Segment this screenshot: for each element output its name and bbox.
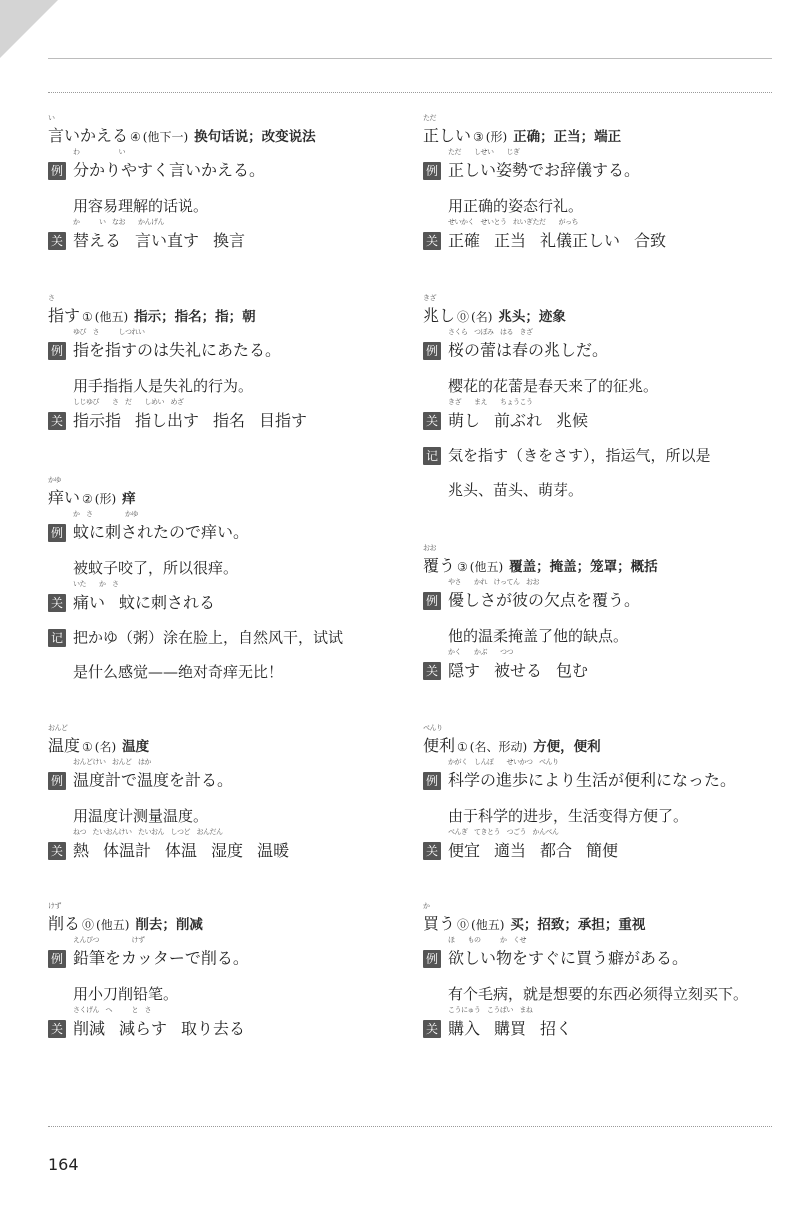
headword-reading: おお bbox=[423, 544, 436, 552]
translation: 有个毛病，就是想要的东西必须得立刻买下。 bbox=[448, 985, 749, 1003]
related-word: 削減 bbox=[73, 1018, 106, 1038]
example-sentence bbox=[73, 328, 282, 362]
related-list bbox=[448, 231, 680, 250]
part-of-speech: (他五) bbox=[471, 918, 505, 932]
related-word: 都合 bbox=[540, 840, 573, 860]
related-word: 購買 bbox=[494, 1018, 527, 1038]
related-word: 正確 bbox=[448, 230, 481, 250]
headword-text: 指す bbox=[48, 306, 81, 325]
example-reading: かがく しんぽ せいかつ べんり bbox=[448, 758, 559, 766]
related-row bbox=[423, 828, 632, 861]
related-row bbox=[48, 398, 321, 431]
related-word: 礼儀正しい bbox=[540, 230, 621, 250]
related-word: 便宜 bbox=[448, 840, 481, 860]
related-word: 熱 bbox=[73, 840, 90, 860]
example-text: 優しさが彼の欠点を覆う。 bbox=[448, 590, 641, 610]
related-reading: いた か さ bbox=[73, 580, 119, 588]
related-row bbox=[48, 580, 229, 613]
header-rule bbox=[48, 58, 772, 59]
related-word: 取り去る bbox=[181, 1018, 246, 1038]
related-reading: きざ まえ ちょうこう bbox=[448, 398, 533, 406]
entry-head bbox=[423, 724, 601, 757]
note-row-continued bbox=[48, 661, 283, 683]
translation-row bbox=[48, 805, 208, 827]
example-row bbox=[423, 578, 641, 611]
example-sentence bbox=[73, 758, 234, 792]
headword-text: 覆う bbox=[423, 556, 456, 575]
entry-head bbox=[48, 294, 256, 327]
related-word: 体温 bbox=[165, 840, 198, 860]
headword-reading: けず bbox=[48, 902, 61, 910]
translation: 樱花的花蕾是春天来了的征兆。 bbox=[448, 377, 659, 395]
example-text: 欲しい物をすぐに買う癖がある。 bbox=[448, 948, 689, 968]
related-word: 湿度 bbox=[211, 840, 244, 860]
related-word: 減らす bbox=[119, 1018, 168, 1038]
example-reading: おんどけい おんど はか bbox=[73, 758, 151, 766]
related-word: 購入 bbox=[448, 1018, 481, 1038]
related-list bbox=[448, 1019, 586, 1038]
note-text: 把かゆ（粥）涂在脸上，自然风干，试试 bbox=[73, 628, 344, 647]
example-text: 桜の蕾は春の兆しだ。 bbox=[448, 340, 609, 360]
translation: 用正确的姿态行礼。 bbox=[448, 197, 584, 215]
related-words bbox=[73, 828, 303, 862]
related-words bbox=[73, 398, 321, 432]
header-dotted-rule bbox=[48, 92, 772, 93]
headword-reading: きざ bbox=[423, 294, 436, 302]
headword bbox=[48, 724, 81, 757]
headword bbox=[48, 114, 129, 147]
meaning: 覆盖；掩盖；笼罩；概括 bbox=[509, 559, 658, 575]
entry-head bbox=[423, 544, 658, 577]
related-word: 指し出す bbox=[135, 410, 200, 430]
part-of-speech: (形) bbox=[485, 130, 508, 144]
example-row bbox=[423, 936, 689, 969]
related-reading: かく かぶ つつ bbox=[448, 648, 513, 656]
related-word: 体温計 bbox=[103, 840, 152, 860]
related-word: 招く bbox=[540, 1018, 573, 1038]
accent-mark: ① bbox=[457, 740, 468, 754]
translation-row bbox=[423, 195, 583, 217]
part-of-speech: (名) bbox=[94, 740, 117, 754]
related-list bbox=[73, 1019, 259, 1038]
related-words bbox=[448, 1006, 586, 1040]
meaning: 削去；削减 bbox=[135, 917, 203, 933]
related-word: 兆候 bbox=[556, 410, 589, 430]
related-words bbox=[73, 218, 259, 252]
headword bbox=[423, 724, 456, 757]
accent-mark: ③ bbox=[457, 560, 468, 574]
accent-mark: ② bbox=[82, 492, 93, 506]
note-badge: 记 bbox=[48, 629, 66, 647]
example-reading: えんぴつ けず bbox=[73, 936, 145, 944]
related-reading: せいかく せいとう れいぎただ がっち bbox=[448, 218, 578, 226]
meaning: 正确；正当；端正 bbox=[513, 129, 622, 145]
meaning: 兆头；迹象 bbox=[498, 309, 566, 325]
translation: 用手指指人是失礼的行为。 bbox=[73, 377, 254, 395]
related-row bbox=[423, 648, 602, 681]
part-of-speech: (名、形动) bbox=[469, 740, 528, 754]
related-badge: 关 bbox=[423, 232, 441, 250]
related-list bbox=[73, 841, 303, 860]
headword-reading: か bbox=[423, 902, 430, 910]
example-text: 分かりやすく言いかえる。 bbox=[73, 160, 266, 180]
related-reading: ねつ たいおんけい たいおん しつど おんだん bbox=[73, 828, 223, 836]
translation-row bbox=[48, 557, 238, 579]
example-badge: 例 bbox=[423, 342, 441, 360]
part-of-speech: (他下一) bbox=[142, 130, 189, 144]
note-text-continued: 兆头、苗头、萌芽。 bbox=[448, 481, 584, 499]
related-reading: さくげん へ と さ bbox=[73, 1006, 151, 1014]
example-sentence bbox=[73, 510, 250, 544]
related-word: 隠す bbox=[448, 660, 481, 680]
example-row bbox=[48, 510, 250, 543]
example-text: 鉛筆をカッターで削る。 bbox=[73, 948, 249, 968]
example-text: 指を指すのは失礼にあたる。 bbox=[73, 340, 282, 360]
related-badge: 关 bbox=[423, 662, 441, 680]
related-list bbox=[73, 593, 229, 612]
note-text-continued: 是什么感觉——绝对奇痒无比！ bbox=[73, 663, 284, 681]
related-word: 萌し bbox=[448, 410, 481, 430]
translation: 由于科学的进步，生活变得方便了。 bbox=[448, 807, 689, 825]
translation-row bbox=[48, 195, 208, 217]
example-badge: 例 bbox=[423, 592, 441, 610]
headword-text: 正しい bbox=[423, 126, 472, 145]
meaning: 买；招致；承担；重视 bbox=[510, 917, 646, 933]
headword-reading: べんり bbox=[423, 724, 443, 732]
example-sentence bbox=[448, 148, 641, 182]
related-badge: 关 bbox=[48, 1020, 66, 1038]
note-row bbox=[48, 626, 343, 648]
example-text: 温度計で温度を計る。 bbox=[73, 770, 234, 790]
example-badge: 例 bbox=[423, 162, 441, 180]
related-word: 蚊に刺される bbox=[119, 592, 216, 612]
related-word: 目指す bbox=[259, 410, 308, 430]
example-sentence bbox=[448, 936, 689, 970]
headword bbox=[423, 114, 472, 147]
accent-mark: ⓪ bbox=[457, 918, 470, 932]
translation: 被蚊子咬了，所以很痒。 bbox=[73, 559, 239, 577]
translation-row bbox=[423, 375, 658, 397]
headword-reading: さ bbox=[48, 294, 55, 302]
example-reading: ゆび さ しつれい bbox=[73, 328, 145, 336]
translation: 用容易理解的话说。 bbox=[73, 197, 209, 215]
entry-head bbox=[423, 294, 566, 327]
related-word: 替える bbox=[73, 230, 122, 250]
example-badge: 例 bbox=[423, 950, 441, 968]
related-row bbox=[48, 218, 259, 251]
entry-head bbox=[48, 902, 203, 935]
related-word: 温暖 bbox=[257, 840, 290, 860]
related-word: 包む bbox=[556, 660, 589, 680]
note-row-continued bbox=[423, 479, 583, 501]
related-word: 指示指 bbox=[73, 410, 122, 430]
related-row bbox=[423, 1006, 586, 1039]
entry-head bbox=[48, 724, 150, 757]
translation-row bbox=[48, 983, 178, 1005]
related-badge: 关 bbox=[423, 1020, 441, 1038]
example-sentence bbox=[448, 578, 641, 612]
related-row bbox=[48, 1006, 259, 1039]
headword-text: 便利 bbox=[423, 736, 456, 755]
accent-mark: ④ bbox=[130, 130, 141, 144]
related-word: 言い直す bbox=[135, 230, 200, 250]
example-reading: わ い bbox=[73, 148, 125, 156]
part-of-speech: (他五) bbox=[96, 918, 130, 932]
example-badge: 例 bbox=[48, 950, 66, 968]
headword-reading: かゆ bbox=[48, 476, 61, 484]
related-badge: 关 bbox=[48, 842, 66, 860]
headword bbox=[423, 902, 456, 935]
headword bbox=[48, 476, 81, 509]
headword bbox=[48, 294, 81, 327]
example-sentence bbox=[73, 148, 266, 182]
example-sentence bbox=[448, 758, 737, 792]
example-sentence bbox=[73, 936, 249, 970]
part-of-speech: (他五) bbox=[94, 310, 129, 324]
headword-text: 痒い bbox=[48, 488, 81, 507]
translation: 用小刀削铅笔。 bbox=[73, 985, 179, 1003]
related-list bbox=[448, 411, 602, 430]
page-corner-fold bbox=[0, 0, 58, 58]
example-reading: やさ かれ けってん おお bbox=[448, 578, 539, 586]
part-of-speech: (形) bbox=[94, 492, 117, 506]
accent-mark: ① bbox=[82, 310, 93, 324]
example-row bbox=[48, 328, 282, 361]
headword-text: 言いかえる bbox=[48, 126, 129, 145]
example-row bbox=[48, 148, 266, 181]
example-text: 正しい姿勢でお辞儀する。 bbox=[448, 160, 641, 180]
related-badge: 关 bbox=[48, 594, 66, 612]
part-of-speech: (名) bbox=[471, 310, 493, 324]
related-list bbox=[73, 411, 321, 430]
note-badge: 记 bbox=[423, 447, 441, 465]
translation-row bbox=[423, 805, 688, 827]
related-word: 簡便 bbox=[586, 840, 619, 860]
related-words bbox=[448, 398, 602, 432]
footer-dotted-rule bbox=[48, 1126, 772, 1127]
example-reading: か さ かゆ bbox=[73, 510, 138, 518]
example-row bbox=[48, 936, 249, 969]
related-words bbox=[73, 580, 229, 614]
headword bbox=[423, 294, 456, 327]
related-reading: しじゆび さ だ しめい めざ bbox=[73, 398, 184, 406]
accent-mark: ⓪ bbox=[457, 310, 470, 324]
example-row bbox=[423, 328, 609, 361]
related-word: 適当 bbox=[494, 840, 527, 860]
related-badge: 关 bbox=[423, 842, 441, 860]
related-badge: 关 bbox=[423, 412, 441, 430]
example-badge: 例 bbox=[48, 162, 66, 180]
related-badge: 关 bbox=[48, 412, 66, 430]
headword bbox=[423, 544, 456, 577]
example-row bbox=[423, 148, 641, 181]
example-row bbox=[423, 758, 737, 791]
related-word: 正当 bbox=[494, 230, 527, 250]
translation: 用温度计测量温度。 bbox=[73, 807, 209, 825]
headword-reading: おんど bbox=[48, 724, 68, 732]
related-row bbox=[423, 218, 680, 251]
related-words bbox=[448, 218, 680, 252]
headword-text: 買う bbox=[423, 914, 456, 933]
translation: 他的温柔掩盖了他的缺点。 bbox=[448, 627, 629, 645]
related-reading: か い なお かんげん bbox=[73, 218, 164, 226]
related-word: 指名 bbox=[213, 410, 246, 430]
entry-head bbox=[48, 476, 136, 509]
meaning: 指示；指名；指；朝 bbox=[134, 309, 256, 325]
part-of-speech: (他五) bbox=[469, 560, 504, 574]
related-reading: べんぎ てきとう つごう かんべん bbox=[448, 828, 559, 836]
headword-reading: ただ bbox=[423, 114, 436, 122]
example-badge: 例 bbox=[423, 772, 441, 790]
accent-mark: ⓪ bbox=[82, 918, 95, 932]
related-word: 痛い bbox=[73, 592, 106, 612]
page-number: 164 bbox=[48, 1155, 79, 1174]
accent-mark: ③ bbox=[473, 130, 484, 144]
related-list bbox=[73, 231, 259, 250]
example-badge: 例 bbox=[48, 772, 66, 790]
note-row bbox=[423, 444, 711, 466]
related-row bbox=[48, 828, 303, 861]
translation-row bbox=[423, 625, 628, 647]
related-row bbox=[423, 398, 602, 431]
meaning: 温度 bbox=[122, 739, 150, 755]
entry-head bbox=[48, 114, 316, 147]
headword-text: 兆し bbox=[423, 306, 456, 325]
translation-row bbox=[48, 375, 253, 397]
translation-row bbox=[423, 983, 748, 1005]
entry-head bbox=[423, 902, 646, 935]
example-badge: 例 bbox=[48, 524, 66, 542]
example-text: 科学の進歩により生活が便利になった。 bbox=[448, 770, 737, 790]
example-reading: さくら つぼみ はる きざ bbox=[448, 328, 533, 336]
related-word: 前ぶれ bbox=[494, 410, 543, 430]
related-words bbox=[73, 1006, 259, 1040]
example-sentence bbox=[448, 328, 609, 362]
related-words bbox=[448, 648, 602, 682]
related-words bbox=[448, 828, 632, 862]
example-row bbox=[48, 758, 234, 791]
example-text: 蚊に刺されたので痒い。 bbox=[73, 522, 250, 542]
related-list bbox=[448, 841, 632, 860]
related-badge: 关 bbox=[48, 232, 66, 250]
related-word: 換言 bbox=[213, 230, 246, 250]
meaning: 换句话说；改变说法 bbox=[194, 129, 316, 145]
related-reading: こうにゅう こうばい まね bbox=[448, 1006, 533, 1014]
related-word: 合致 bbox=[634, 230, 667, 250]
headword-text: 削る bbox=[48, 914, 81, 933]
meaning: 痒 bbox=[122, 491, 136, 507]
related-list bbox=[448, 661, 602, 680]
accent-mark: ① bbox=[82, 740, 93, 754]
related-word: 被せる bbox=[494, 660, 543, 680]
example-reading: ただ しせい じぎ bbox=[448, 148, 520, 156]
note-text: 気を指す（きをさす），指运气，所以是 bbox=[448, 446, 711, 465]
meaning: 方便，便利 bbox=[533, 739, 601, 755]
example-badge: 例 bbox=[48, 342, 66, 360]
entry-head bbox=[423, 114, 622, 147]
headword bbox=[48, 902, 81, 935]
headword-reading: い bbox=[48, 114, 55, 122]
headword-text: 温度 bbox=[48, 736, 81, 755]
example-reading: ほ もの か くせ bbox=[448, 936, 526, 944]
